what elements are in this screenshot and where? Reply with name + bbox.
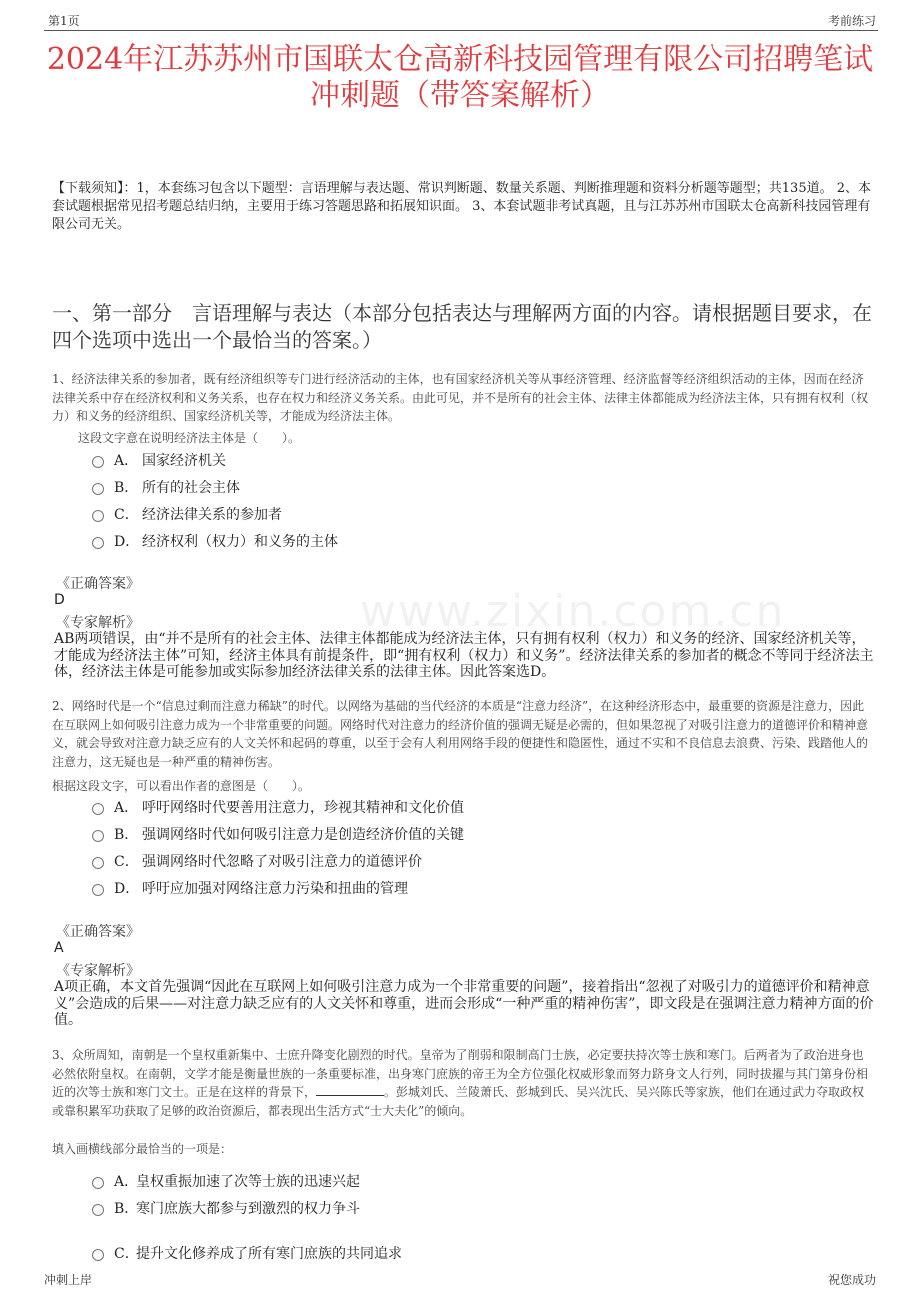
question-2-stem: 根据这段文字，可以看出作者的意图是（ ）。: [52, 779, 311, 793]
page-number: 第1页: [48, 14, 80, 28]
question-3-stem: 填入画横线部分最恰当的一项是：: [52, 1142, 233, 1156]
footer-left: 冲刺上岸: [44, 1273, 93, 1287]
question-1-passage: 1、经济法律关系的参加者，既有经济组织等专门进行经济活动的主体，也有国家经济机关等从事经济管理、经济监督等经济组织活动的主体，因而在经济法律关系中存在经济权利和义务关系，也存在权力和经济义务关系。由此可见，并不是所有的社会主体、法律主体都能成为经济法主体，只有拥有权利（权力）和义务的经济组织、国家经济机关等，才能成为经济法主体。: [52, 372, 869, 423]
question-1-option-b[interactable]: [92, 477, 240, 497]
question-1-answer: D: [54, 592, 65, 608]
question-2-answer: A: [54, 940, 64, 956]
option-letter: A．: [114, 1174, 139, 1190]
option-text: 皇权重振加速了次等士族的迅速兴起: [136, 1174, 360, 1190]
section-heading: 一、第一部分 言语理解与表达（本部分包括表达与理解两方面的内容。请根据题目要求，在四个选项中选出一个最恰当的答案。）: [52, 301, 872, 352]
option-letter: B．: [114, 1201, 139, 1217]
option-text: 呼吁网络时代要善用注意力，珍视其精神和文化价值: [142, 800, 464, 816]
radio-icon[interactable]: [92, 510, 104, 522]
question-3-option-c[interactable]: [92, 1243, 402, 1263]
question-2-option-a[interactable]: [92, 797, 464, 817]
option-letter: B．: [114, 827, 139, 843]
option-text: 寒门庶族大都参与到激烈的权力争斗: [136, 1201, 360, 1217]
question-1-analysis: AB两项错误，由“并不是所有的社会主体、法律主体都能成为经济法主体，只有拥有权利（权力）和义务的经济、国家经济机关等，才能成为经济法主体”可知，经济主体具有前提条件，即“拥有权利（权力）和义务”。经济法律关系的参加者的概念不等同于经济法主体，经济法主体是可能参加或实际参加经济法律关系的法律主体。因此答案选D。: [54, 631, 874, 680]
question-3-passage: [52, 1046, 874, 1120]
header-category: 考前练习: [827, 14, 876, 28]
radio-icon[interactable]: [92, 537, 104, 549]
option-text: 经济权利（权力）和义务的主体: [142, 534, 338, 550]
option-letter: C．: [114, 507, 139, 523]
option-letter: B．: [114, 480, 139, 496]
option-letter: C．: [114, 1246, 139, 1262]
radio-icon[interactable]: [92, 1249, 104, 1261]
radio-icon[interactable]: [92, 857, 104, 869]
question-1-answer-label: 《正确答案》: [56, 576, 140, 592]
option-text: 提升文化修养成了所有寒门庶族的共同追求: [136, 1246, 402, 1262]
question-2-passage: 2、网络时代是一个“信息过剩而注意力稀缺”的时代。以网络为基础的当代经济的本质是“注意力经济”，在这种经济形态中，最重要的资源是注意力，因此在互联网上如何吸引注意力成为一个非常重要的问题。网络时代对注意力的经济价值的强调无疑是必需的，但如果忽视了对吸引注意力的道德评价和精神意义，就会导致对注意力缺乏应有的人文关怀和起码的尊重，以至于会有人利用网络手段的便捷性和隐匿性，通过不实和不良信息去浪费、污染、践踏他人的注意力，这无疑也是一种严重的精神伤害。: [52, 699, 869, 769]
option-text: 国家经济机关: [142, 453, 226, 469]
question-1-analysis-label: 《专家解析》: [56, 615, 140, 631]
option-text: 强调网络时代忽略了对吸引注意力的道德评价: [142, 854, 422, 870]
radio-icon[interactable]: [92, 1177, 104, 1189]
question-1-option-c[interactable]: [92, 504, 282, 524]
question-2-answer-label: 《正确答案》: [56, 924, 140, 940]
option-text: 经济法律关系的参加者: [142, 507, 282, 523]
fill-blank: [316, 1095, 384, 1096]
download-notice: 【下载须知】：1，本套练习包含以下题型：言语理解与表达题、常识判断题、数量关系题、判断推理题和资料分析题等题型；共135道。 2、本套试题根据常见招考题总结归纳，主要用于练习答题思路和拓展知识面。 3、本套试题非考试真题，且与江苏苏州市国联太仓高新科技园管理有限公司无关。: [52, 181, 871, 232]
option-text: 强调网络时代如何吸引注意力是创造经济价值的关键: [142, 827, 464, 843]
question-1-option-d[interactable]: [92, 531, 338, 551]
document-title: 2024年江苏苏州市国联太仓高新科技园管理有限公司招聘笔试冲刺题（带答案解析）: [46, 42, 874, 113]
question-2-option-b[interactable]: [92, 824, 464, 844]
radio-icon[interactable]: [92, 483, 104, 495]
question-2-option-c[interactable]: [92, 851, 422, 871]
question-2-analysis: A项正确，本文首先强调“因此在互联网上如何吸引注意力成为一个非常重要的问题”，接着指出“忽视了对吸引力的道德评价和精神意义”会造成的后果——对注意力缺乏应有的人文关怀和尊重，进而会形成“一种严重的精神伤害”，即文段是在强调注意力精神方面的价值。: [54, 979, 874, 1028]
radio-icon[interactable]: [92, 884, 104, 896]
option-letter: C．: [114, 854, 139, 870]
footer-right: 祝您成功: [827, 1273, 876, 1287]
question-1-option-a[interactable]: [92, 450, 226, 470]
option-letter: D．: [114, 881, 140, 897]
question-2-option-d[interactable]: [92, 878, 408, 898]
radio-icon[interactable]: [92, 1204, 104, 1216]
radio-icon[interactable]: [92, 803, 104, 815]
question-2-analysis-label: 《专家解析》: [56, 963, 140, 979]
question-3-option-a[interactable]: [92, 1171, 360, 1191]
radio-icon[interactable]: [92, 830, 104, 842]
option-letter: D．: [114, 534, 140, 550]
radio-icon[interactable]: [92, 456, 104, 468]
option-text: 呼吁应加强对网络注意力污染和扭曲的管理: [142, 881, 408, 897]
question-3-passage-after: 。彭城刘氏、兰陵萧氏、彭城到氏、吴兴沈氏、吴兴陈氏等家族，他们在通过武力夺取政权或靠积累军功获取了足够的政治资源后，都表现出生活方式“士大夫化”的倾向。: [52, 1085, 865, 1118]
question-1-stem: 这段文字意在说明经济法主体是（ ）。: [78, 431, 301, 445]
question-3-option-b[interactable]: [92, 1198, 360, 1218]
option-letter: A．: [114, 800, 139, 816]
watermark: www.zixin.com.cn: [360, 586, 786, 637]
option-letter: A．: [114, 453, 139, 469]
question-3-passage-before: 3、众所周知，南朝是一个皇权重新集中、士庶升降变化剧烈的时代。皇帝为了削弱和限制高门士族，必定要扶持次等士族和寒门。后两者为了政治进身也必然依附皇权。在南朝，文学才能是衡量世族的一条重要标准，出身寒门庶族的帝王为全方位强化权威形象而努力跻身文人行列，同时拔擢与其门第身份相近的次等士族和寒门文士。正是在这样的背景下，: [52, 1048, 869, 1099]
header-divider: [44, 30, 878, 31]
option-text: 所有的社会主体: [142, 480, 240, 496]
